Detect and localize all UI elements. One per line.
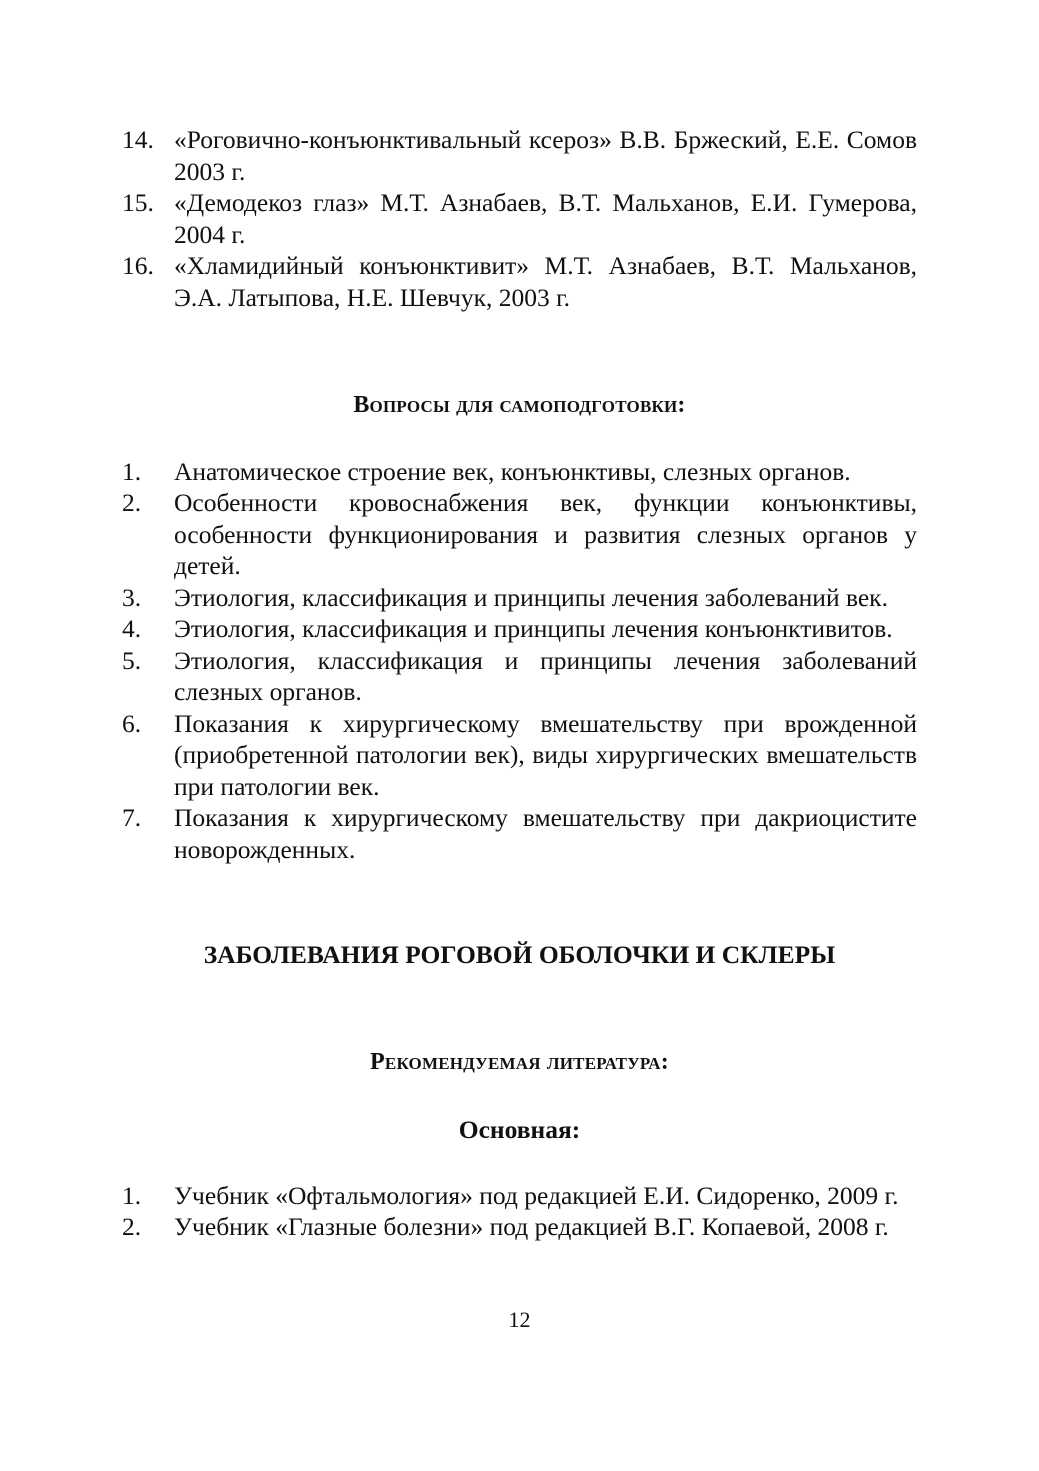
list-text: «Роговично-конъюнктивальный ксероз» В.В. Бржеский, Е.Е. Сомов 2003 г.	[174, 125, 917, 186]
list-number: 16.	[122, 251, 154, 280]
list-item	[122, 487, 917, 582]
list-number: 3.	[122, 582, 142, 612]
list-item	[122, 250, 917, 313]
list-text: Особенности кровоснабжения век, функции конъюнктивы, особенности функционирования и развития слезных органов у детей.	[174, 488, 917, 580]
list-item	[122, 1211, 917, 1243]
page-number: 12	[508, 1307, 531, 1332]
list-number: 2.	[122, 1212, 142, 1241]
list-text: Показания к хирургическому вмешательству при дакриоцистите новорожденных.	[174, 803, 917, 864]
list-item	[122, 708, 917, 803]
list-text: Этиология, классификация и принципы лечения заболеваний слезных органов.	[174, 645, 917, 706]
list-item	[122, 613, 917, 645]
list-number: 1.	[122, 456, 142, 486]
list-text: «Хламидийный конъюнктивит» М.Т. Азнабаев, В.Т. Мальханов, Э.А. Латыпова, Н.Е. Шевчук, 2003 г.	[174, 251, 917, 312]
list-number: 7.	[122, 803, 142, 832]
list-number: 14.	[122, 125, 154, 154]
references-list-top	[122, 124, 917, 313]
literature-heading: Рекомендуемая литература:	[370, 1048, 669, 1075]
list-text: Показания к хирургическому вмешательству при врожденной (приобретенной патологии век), виды хирургических вмешательств при патологии век.	[174, 708, 917, 801]
literature-list	[122, 1180, 917, 1243]
list-number: 15.	[122, 188, 154, 217]
literature-subheading: Основная:	[458, 1115, 581, 1144]
list-item	[122, 1180, 917, 1212]
list-item	[122, 456, 917, 488]
chapter-title: ЗАБОЛЕВАНИЯ РОГОВОЙ ОБОЛОЧКИ И СКЛЕРЫ	[203, 940, 836, 969]
list-text: «Демодекоз глаз» М.Т. Азнабаев, В.Т. Мальханов, Е.И. Гумерова, 2004 г.	[174, 188, 917, 249]
list-text: Анатомическое строение век, конъюнктивы, слезных органов.	[174, 456, 851, 486]
list-number: 5.	[122, 645, 142, 675]
list-number: 1.	[122, 1180, 142, 1210]
list-item	[122, 187, 917, 250]
list-item	[122, 802, 917, 865]
list-text: Учебник «Офтальмология» под редакцией Е.И. Сидоренко, 2009 г.	[174, 1180, 899, 1210]
questions-heading: Вопросы для самоподготовки:	[353, 392, 686, 418]
questions-list	[122, 456, 917, 866]
list-item	[122, 124, 917, 187]
list-number: 4.	[122, 614, 142, 643]
list-text: Этиология, классификация и принципы лечения конъюнктивитов.	[174, 614, 893, 643]
page-content	[122, 124, 917, 1243]
list-item	[122, 582, 917, 614]
list-item	[122, 645, 917, 708]
list-text: Учебник «Глазные болезни» под редакцией В.Г. Копаевой, 2008 г.	[174, 1212, 889, 1241]
list-text: Этиология, классификация и принципы лечения заболеваний век.	[174, 582, 888, 612]
list-number: 6.	[122, 708, 142, 738]
list-number: 2.	[122, 488, 142, 517]
